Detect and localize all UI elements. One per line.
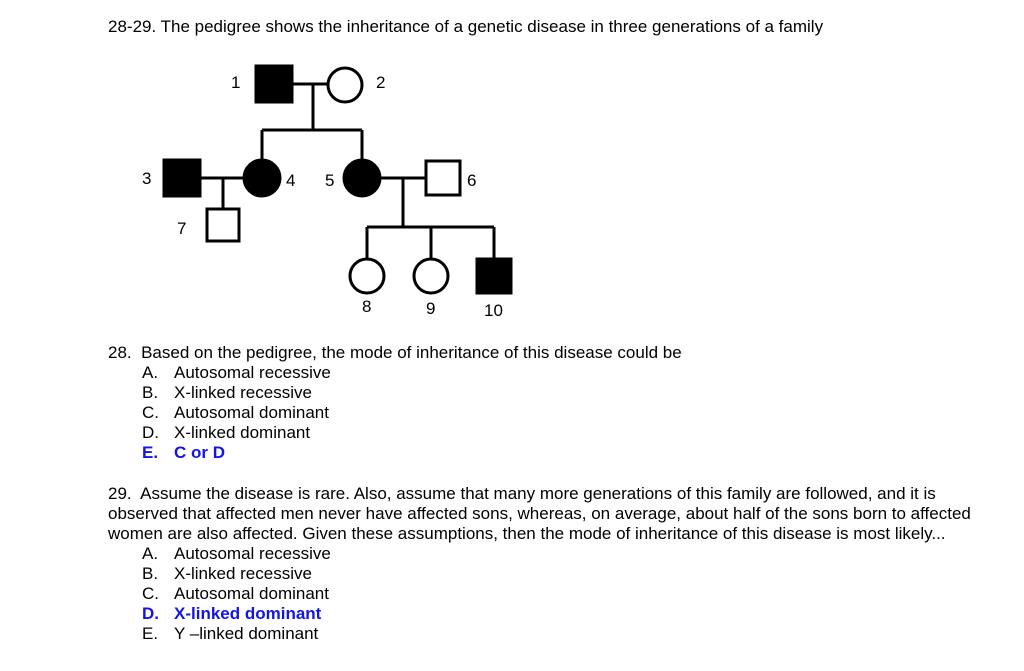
option-letter: E. xyxy=(142,624,159,643)
label-individual-7: 7 xyxy=(177,219,187,238)
question-29 xyxy=(108,484,988,644)
label-individual-4: 4 xyxy=(286,171,296,190)
option-letter: A. xyxy=(142,363,159,382)
label-individual-5: 5 xyxy=(325,171,335,190)
option-text: X-linked dominant xyxy=(174,604,322,623)
label-individual-3: 3 xyxy=(142,169,152,188)
option-text: Autosomal dominant xyxy=(174,584,329,603)
option-text: Autosomal recessive xyxy=(174,363,331,382)
question-header: 28-29. The pedigree shows the inheritance of a genetic disease in three generations of a family xyxy=(108,17,824,36)
label-individual-1: 1 xyxy=(231,73,241,92)
individual-9-unaffected-female xyxy=(414,259,448,293)
individual-1-affected-male xyxy=(256,66,292,102)
option-letter: E. xyxy=(142,443,159,462)
answer-option xyxy=(142,363,682,383)
individual-10-affected-male xyxy=(477,259,511,293)
label-individual-2: 2 xyxy=(376,73,386,92)
answer-option xyxy=(142,544,988,564)
option-letter: D. xyxy=(142,423,159,442)
individual-7-unaffected-male xyxy=(207,209,239,241)
option-text: Y –linked dominant xyxy=(174,624,319,643)
option-letter: C. xyxy=(142,584,159,603)
question-29-options xyxy=(108,544,988,644)
option-letter: B. xyxy=(142,383,159,402)
individual-3-affected-male xyxy=(164,160,200,196)
pedigree-chart xyxy=(0,0,1024,330)
answer-option xyxy=(142,584,988,604)
label-individual-9: 9 xyxy=(426,299,436,318)
answer-option xyxy=(142,624,988,644)
question-28-stem xyxy=(108,343,682,363)
option-letter: C. xyxy=(142,403,159,422)
individual-8-unaffected-female xyxy=(350,259,384,293)
answer-option xyxy=(142,604,988,624)
answer-option xyxy=(142,423,682,443)
label-individual-6: 6 xyxy=(467,171,477,190)
answer-option xyxy=(142,564,988,584)
option-letter: D. xyxy=(142,604,159,623)
label-individual-8: 8 xyxy=(362,297,372,316)
option-text: X-linked recessive xyxy=(174,383,312,402)
option-text: Autosomal recessive xyxy=(174,544,331,563)
option-letter: A. xyxy=(142,544,159,563)
answer-option xyxy=(142,383,682,403)
label-individual-10: 10 xyxy=(484,301,503,320)
individual-2-unaffected-female xyxy=(328,68,362,102)
answer-option xyxy=(142,403,682,423)
option-text: X-linked dominant xyxy=(174,423,311,442)
question-29-number: 29. xyxy=(108,484,132,503)
answer-option xyxy=(142,443,682,463)
individual-6-unaffected-male xyxy=(426,161,460,195)
question-28-text: Based on the pedigree, the mode of inheritance of this disease could be xyxy=(141,343,682,362)
option-letter: B. xyxy=(142,564,159,583)
option-text: C or D xyxy=(174,443,225,462)
question-28 xyxy=(108,343,682,463)
individual-4-affected-female xyxy=(244,160,280,196)
option-text: X-linked recessive xyxy=(174,564,312,583)
question-29-stem xyxy=(108,484,988,544)
individual-5-affected-female xyxy=(344,160,380,196)
question-28-number: 28. xyxy=(108,343,132,362)
question-29-text: Assume the disease is rare. Also, assume that many more generations of this family are followed, and it is observed that affected men never have affected sons, whereas, on average, about half of the sons born to affected women are also affected. Given these assumptions, then the mode of inheritance of this disease is most likely... xyxy=(108,484,971,543)
question-28-options xyxy=(108,363,682,463)
option-text: Autosomal dominant xyxy=(174,403,329,422)
